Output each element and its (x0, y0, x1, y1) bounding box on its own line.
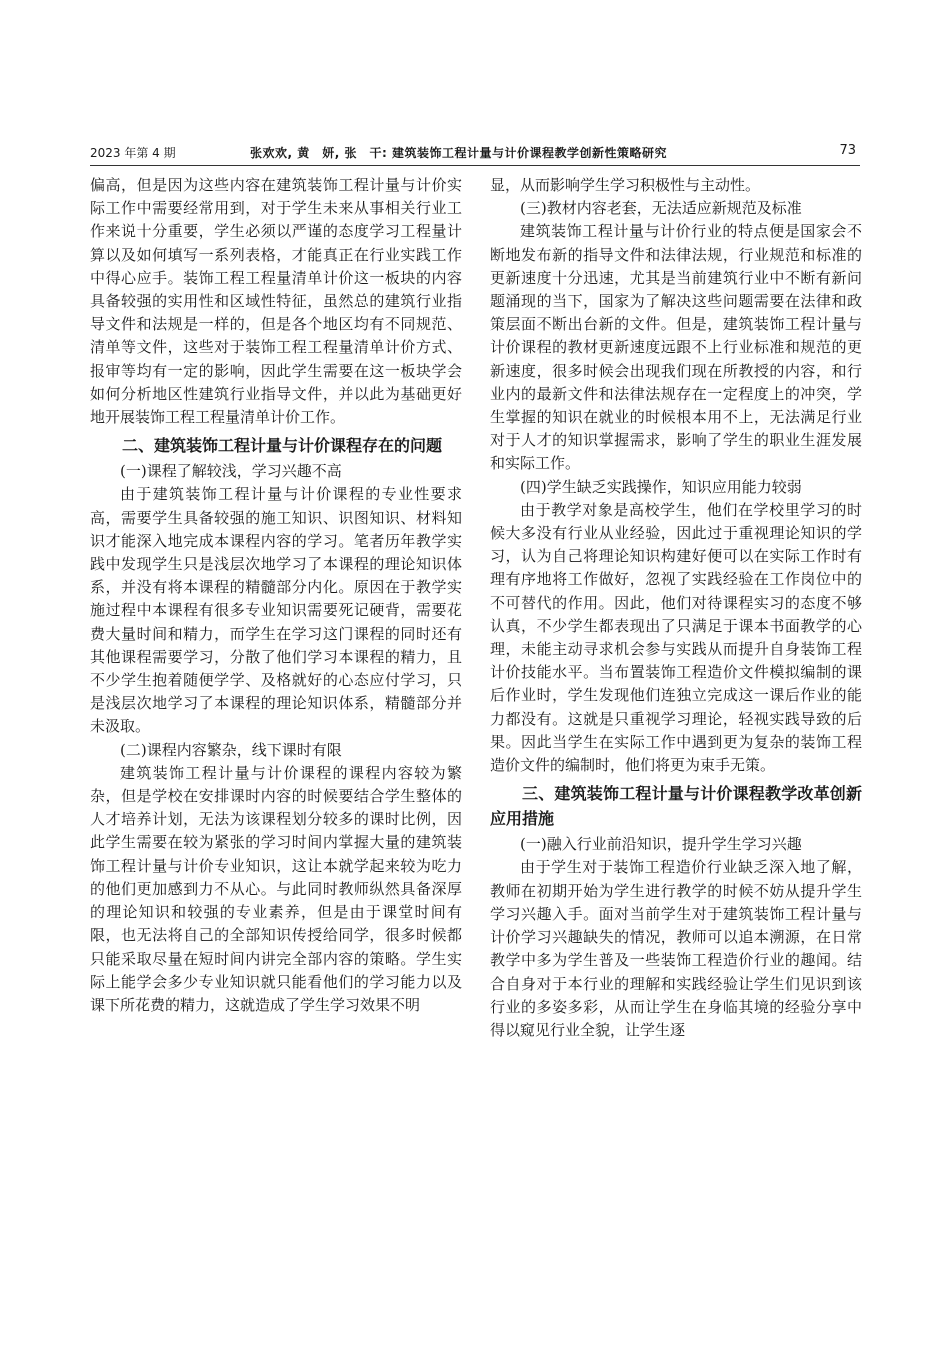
left-column (90, 174, 462, 1017)
paragraph: 由于建筑装饰工程计量与计价课程的专业性要求高，需要学生具备较强的施工知识、识图知识、材料知识才能深入地完成本课程内容的学习。笔者历年教学实践中发现学生只是浅层次地学习了本课程的理论知识体系，并没有将本课程的精髓部分内化。原因在于教学实施过程中本课程有很多专业知识需要死记硬背，需要花费大量时间和精力，而学生在学习这门课程的同时还有其他课程需要学习，分散了他们学习本课程的精力，且不少学生抱着随便学学、及格就好的心态应付学习，只是浅层次地学习了本课程的理论知识体系，精髓部分并未汲取。 (90, 485, 462, 736)
paragraph-continued: 显，从而影响学生学习积极性与主动性。 (490, 176, 761, 194)
paragraph: 由于学生对于装饰工程造价行业缺乏深入地了解，教师在初期开始为学生进行教学的时候不妨从提升学生学习兴趣入手。面对当前学生对于建筑装饰工程计量与计价学习兴趣缺失的情况，教师可以追本溯源，在日常教学中多为学生普及一些装饰工程造价行业的趣闻。结合自身对于本行业的理解和实践经验让学生们见识到该行业的多姿多彩，从而让学生在身临其境的经验分享中得以窥见行业全貌，让学生逐 (490, 858, 862, 1039)
paragraph: 建筑装饰工程计量与计价行业的特点便是国家会不断地发布新的指导文件和法律法规，行业规范和标准的更新速度十分迅速，尤其是当前建筑行业中不断有新问题涌现的当下，国家为了解决这些问题需要在法律和政策层面不断出台新的文件。但是，建筑装饰工程计量与计价课程的教材更新速度远跟不上行业标准和规范的更新速度，很多时候会出现我们现在所教授的内容，和行业内的最新文件和法律法规存在一定程度上的冲突，学生掌握的知识在就业的时候根本用不上，无法满足行业对于人才的知识掌握需求，影响了学生的职业生涯发展和实际工作。 (490, 222, 862, 473)
paragraph: 建筑装饰工程计量与计价课程的课程内容较为繁杂，但是学校在安排课时内容的时候要结合学生整体的人才培养计划，无法为该课程划分较多的课时比例，因此学生需要在较为紧张的学习时间内掌握大量的建筑装饰工程计量与计价专业知识，这让本就学起来较为吃力的他们更加感到力不从心。与此同时教师纵然具备深厚的理论知识和较强的专业素养，但是由于课堂时间有限，也无法将自己的全部知识传授给同学，很多时候都只能采取尽量在短时间内讲完全部内容的策略。学生实际上能学会多少专业知识就只能看他们的学习能力以及课下所花费的精力，这就造成了学生学习效果不明 (90, 763, 462, 1014)
journal-issue: 2023 年第 4 期 (90, 146, 176, 160)
section-heading-3: 三、建筑装饰工程计量与计价课程教学改革创新应用措施 (490, 784, 862, 829)
running-header (90, 142, 860, 164)
page-number: 73 (839, 143, 856, 158)
paragraph-continued: 偏高，但是因为这些内容在建筑装饰工程计量与计价实际工作中需要经常用到，对于学生未来从事相关行业工作来说十分重要，学生必须以严谨的态度学习工程量计算以及如何填写一系列表格，才能真正在行业实践工作中得心应手。装饰工程工程量清单计价这一板块的内容具备较强的实用性和区域性特征，虽然总的建筑行业指导文件和法规是一样的，但是各个地区均有不同规范、清单等文件，这些对于装饰工程工程量清单计价方式、报审等均有一定的影响，因此学生需要在这一板块学会如何分析地区性建筑行业指导文件，并以此为基础更好地开展装饰工程工程量清单计价工作。 (90, 176, 462, 427)
subsection-heading-5: (一)融入行业前沿知识，提升学生学习兴趣 (520, 835, 802, 854)
right-column (490, 174, 862, 1042)
paragraph: 由于教学对象是高校学生，他们在学校里学习的时候大多没有行业从业经验，因此过于重视理论知识的学习，认为自己将理论知识构建好便可以在实际工作时有理有序地将工作做好，忽视了实践经验在工作岗位中的不可替代的作用。因此，他们对待课程实习的态度不够认真，不少学生都表现出了只满足于课本书面教学的心理，未能主动寻求机会参与实践从而提升自身装饰工程计价技能水平。当布置装饰工程造价文件模拟编制的课后作业时，学生发现他们连独立完成这一课后作业的能力都没有。这就是只重视学习理论，轻视实践导致的后果。因此当学生在实际工作中遇到更为复杂的装饰工程造价文件的编制时，他们将更为束手无策。 (490, 500, 862, 775)
subsection-heading-2: (二)课程内容繁杂，线下课时有限 (120, 740, 342, 759)
subsection-heading-3: (三)教材内容老套，无法适应新规范及标准 (520, 199, 802, 218)
subsection-heading-4: (四)学生缺乏实践操作，知识应用能力较弱 (520, 477, 802, 496)
section-heading-2: 二、建筑装饰工程计量与计价课程存在的问题 (122, 436, 443, 456)
header-rule (90, 165, 860, 166)
subsection-heading-1: (一)课程了解较浅，学习兴趣不高 (120, 462, 342, 481)
running-title: 张欢欢, 黄 妍, 张 干: 建筑装饰工程计量与计价课程教学创新性策略研究 (250, 146, 667, 160)
